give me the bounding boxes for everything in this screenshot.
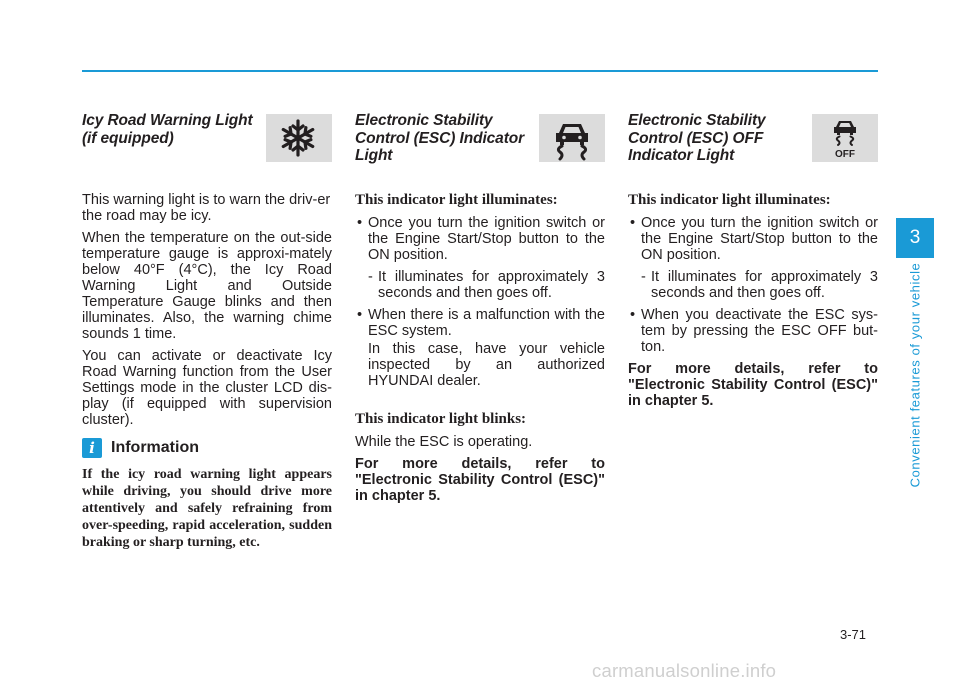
dash-item: - It illuminates for approximately 3 seconds and then goes off. xyxy=(641,269,878,301)
section-header xyxy=(82,112,332,170)
paragraph: You can activate or deactivate Icy Road Warning function from the User Settings mode in the cluster LCD dis-play (if equipped with supervision cluster). xyxy=(82,348,332,428)
section-title: Electronic Stability Control (ESC) Indicator Light xyxy=(355,112,525,164)
list-item: • When you deactivate the ESC sys-tem by pressing the ESC OFF but-ton. xyxy=(628,307,878,355)
list-item: • Once you turn the ignition switch or the Engine Start/Stop button to the ON position. xyxy=(355,215,605,263)
list-item: • Once you turn the ignition switch or the Engine Start/Stop button to the ON position. xyxy=(628,215,878,263)
paragraph: When the temperature on the out-side temperature gauge is approxi-mately below 40°F (4°C), the Icy Road Warning Light and Outside Temperature Gauge blinks and then illuminates. Also, the warning chime sounds 1 time. xyxy=(82,230,332,342)
watermark: carmanualsonline.info xyxy=(592,660,777,681)
subheading-blinks: This indicator light blinks: xyxy=(355,411,527,427)
section-title: Icy Road Warning Light (if equipped) xyxy=(82,112,253,147)
esc-off-label: OFF xyxy=(835,149,855,160)
bullet-list xyxy=(355,215,605,263)
bullet-list xyxy=(355,307,605,339)
dash-item: - It illuminates for approximately 3 seconds and then goes off. xyxy=(368,269,605,301)
column-esc-off-indicator xyxy=(628,112,878,409)
paragraph: In this case, have your vehicle inspected by an authorized HYUNDAI dealer. xyxy=(368,341,605,389)
subheading-illuminates: This indicator light illuminates: xyxy=(355,192,558,208)
list-item: • When there is a malfunction with the ESC system. xyxy=(355,307,605,339)
paragraph: This warning light is to warn the driv-er the road may be icy. xyxy=(82,192,331,224)
column-esc-indicator xyxy=(355,112,605,504)
section-header xyxy=(355,112,605,170)
bullet-list xyxy=(628,307,878,355)
paragraph: While the ESC is operating. xyxy=(355,434,533,450)
column-icy-road xyxy=(82,112,332,551)
chapter-reference: For more details, refer to "Electronic Stability Control (ESC)" in chapter 5. xyxy=(628,361,878,409)
esc-off-icon xyxy=(812,114,878,162)
chapter-tab: 3 xyxy=(896,218,934,258)
info-icon: i xyxy=(82,438,102,458)
chapter-reference: For more details, refer to "Electronic Stability Control (ESC)" in chapter 5. xyxy=(355,456,605,504)
information-header xyxy=(82,438,332,458)
page-number: 3-71 xyxy=(840,627,867,642)
subheading-illuminates: This indicator light illuminates: xyxy=(628,192,831,208)
information-title: Information xyxy=(111,439,199,456)
chapter-title: Convenient features of your vehicle xyxy=(907,262,923,488)
dash-mark: - xyxy=(368,269,373,285)
esc-skid-car-icon xyxy=(539,114,605,162)
section-header xyxy=(628,112,878,170)
snowflake-icon xyxy=(266,114,332,162)
information-text: If the icy road warning light appears while driving, you should drive more attentively and safely refraining from over-speeding, rapid acceleration, sudden braking or sharp turning, etc. xyxy=(82,467,332,550)
dash-mark: - xyxy=(641,269,646,285)
top-rule xyxy=(82,70,878,72)
section-title: Electronic Stability Control (ESC) OFF Indicator Light xyxy=(628,112,766,164)
bullet-list xyxy=(628,215,878,263)
